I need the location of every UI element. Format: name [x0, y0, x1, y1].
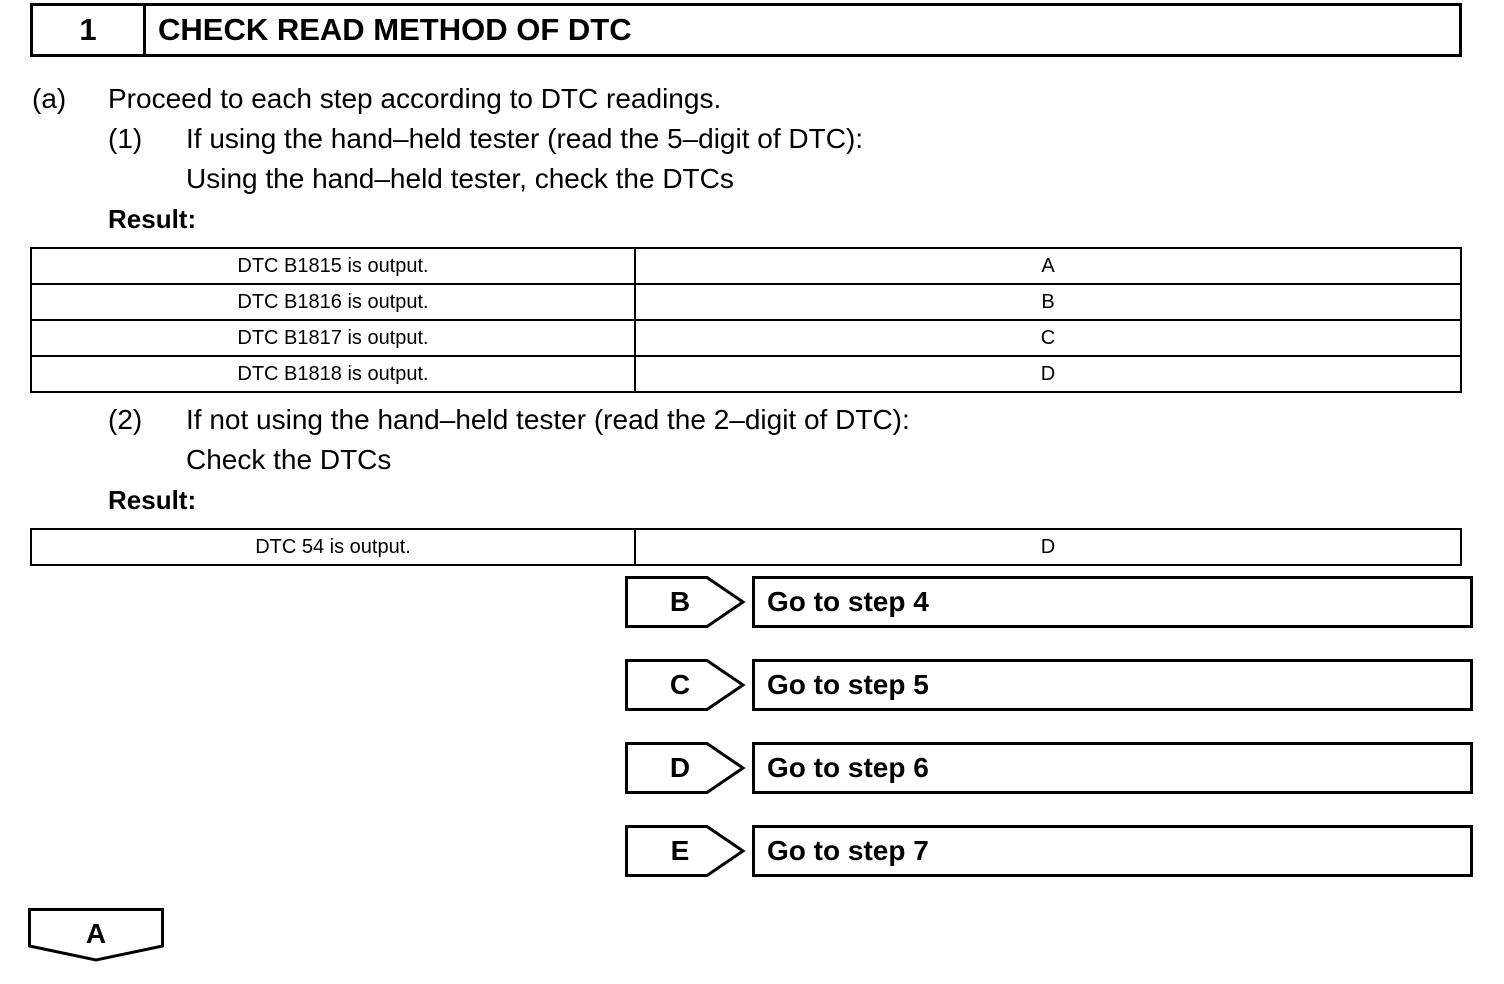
result-cell: D	[635, 529, 1461, 565]
result-cell: A	[635, 248, 1461, 284]
branch-action: Go to step 5	[752, 659, 1473, 711]
table-row	[31, 284, 1461, 320]
branch-b	[625, 576, 1463, 628]
sub1-result-label: Result:	[108, 204, 197, 234]
branch-code: E	[670, 835, 690, 866]
condition-cell: DTC B1815 is output.	[31, 248, 635, 284]
sub2-result-label: Result:	[108, 485, 197, 515]
sub2-marker: (2)	[108, 404, 143, 435]
branch-code: D	[669, 752, 691, 783]
step-number: 1	[33, 6, 146, 54]
condition-cell: DTC B1818 is output.	[31, 356, 635, 392]
continue-code: A	[85, 918, 107, 949]
step-title: CHECK READ METHOD OF DTC	[158, 12, 632, 47]
branch-e	[625, 825, 1463, 877]
result-cell: D	[635, 356, 1461, 392]
table-row	[31, 356, 1461, 392]
sub1-marker: (1)	[108, 123, 143, 154]
result-table-1	[30, 247, 1462, 393]
item-a-marker: (a)	[32, 83, 67, 114]
table-row	[31, 248, 1461, 284]
continue-arrow-a	[28, 908, 168, 964]
sub2-line2: Check the DTCs	[186, 444, 392, 475]
condition-cell: DTC 54 is output.	[31, 529, 635, 565]
sub1-line2: Using the hand–held tester, check the DTCs	[186, 163, 734, 194]
result-table-2	[30, 528, 1462, 566]
table-row	[31, 320, 1461, 356]
condition-cell: DTC B1816 is output.	[31, 284, 635, 320]
branch-code: B	[669, 586, 691, 617]
result-cell: B	[635, 284, 1461, 320]
condition-cell: DTC B1817 is output.	[31, 320, 635, 356]
branch-d	[625, 742, 1463, 794]
sub1-line1: If using the hand–held tester (read the 5–digit of DTC):	[186, 123, 864, 154]
sub2-line1: If not using the hand–held tester (read the 2–digit of DTC):	[186, 404, 910, 435]
result-cell: C	[635, 320, 1461, 356]
branch-code: C	[669, 669, 691, 700]
branch-action: Go to step 6	[752, 742, 1473, 794]
table-row	[31, 529, 1461, 565]
branch-action: Go to step 4	[752, 576, 1473, 628]
step-header	[30, 3, 1462, 57]
branch-action: Go to step 7	[752, 825, 1473, 877]
branch-c	[625, 659, 1463, 711]
item-a-text: Proceed to each step according to DTC readings.	[108, 83, 722, 114]
